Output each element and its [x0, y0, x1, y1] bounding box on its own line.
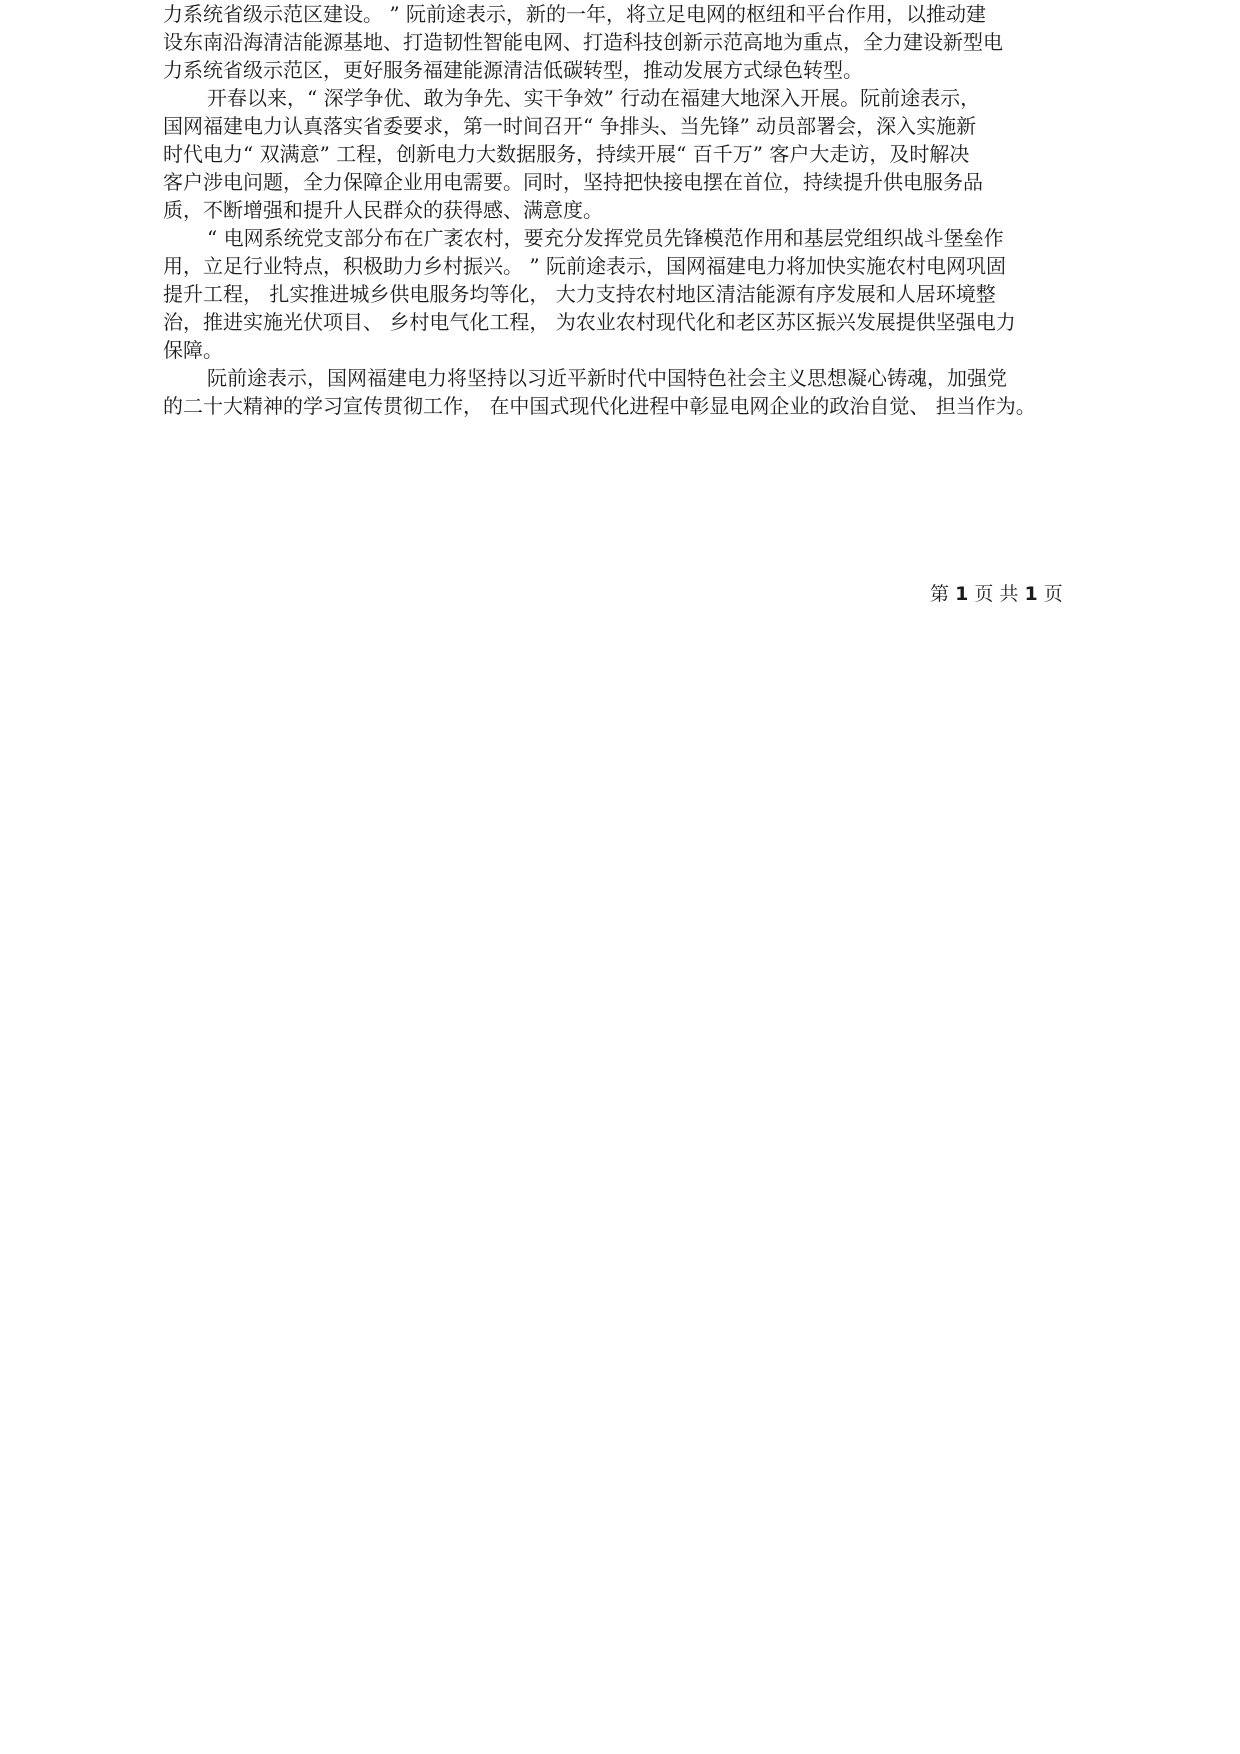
paragraph-start-line: “ 电网系统党支部分布在广袤农村，要充分发挥党员先锋模范作用和基层党组织战斗堡垒作 [207, 226, 1004, 250]
text-line: 设东南沿海清洁能源基地、打造韧性智能电网、打造科技创新示范高地为重点，全力建设新型电 [163, 30, 1003, 54]
page-number-footer [930, 580, 1063, 608]
article-body [163, 0, 1083, 420]
paragraph-start-line: 开春以来，“ 深学争优、敢为争先、实干争效” 行动在福建大地深入开展。阮前途表示， [207, 86, 981, 110]
text-line: 客户涉电问题，全力保障企业用电需要。同时，坚持把快接电摆在首位，持续提升供电服务品 [163, 170, 983, 194]
text-line: 的二十大精神的学习宣传贯彻工作， 在中国式现代化进程中彰显电网企业的政治自觉、 担当作为。 [163, 394, 1036, 418]
text-line: 力系统省级示范区建设。 ” 阮前途表示，新的一年，将立足电网的枢纽和平台作用，以推动建 [163, 2, 986, 26]
text-line: 力系统省级示范区，更好服务福建能源清洁低碳转型，推动发展方式绿色转型。 [163, 58, 863, 82]
page-label-mid: 页 共 [974, 583, 1019, 605]
text-line: 国网福建电力认真落实省委要求，第一时间召开“ 争排头、当先锋” 动员部署会，深入实施新 [163, 114, 977, 138]
total-page-number: 1 [1024, 583, 1038, 605]
text-line: 时代电力“ 双满意” 工程，创新电力大数据服务，持续开展“ 百千万” 客户大走访，及时解决 [163, 142, 970, 166]
text-line: 提升工程， 扎实推进城乡供电服务均等化， 大力支持农村地区清洁能源有序发展和人居环境整 [163, 282, 996, 306]
page-label-prefix: 第 [930, 583, 950, 605]
current-page-number: 1 [955, 583, 969, 605]
text-line: 质，不断增强和提升人民群众的获得感、满意度。 [163, 198, 603, 222]
text-line: 治，推进实施光伏项目、 乡村电气化工程， 为农业农村现代化和老区苏区振兴发展提供坚强电力 [163, 310, 1016, 334]
page-label-suffix: 页 [1043, 583, 1063, 605]
text-line: 保障。 [163, 338, 223, 362]
text-line: 用，立足行业特点，积极助力乡村振兴。 ” 阮前途表示，国网福建电力将加快实施农村电网巩固 [163, 254, 1006, 278]
paragraph-start-line: 阮前途表示，国网福建电力将坚持以习近平新时代中国特色社会主义思想凝心铸魂，加强党 [207, 366, 1007, 390]
